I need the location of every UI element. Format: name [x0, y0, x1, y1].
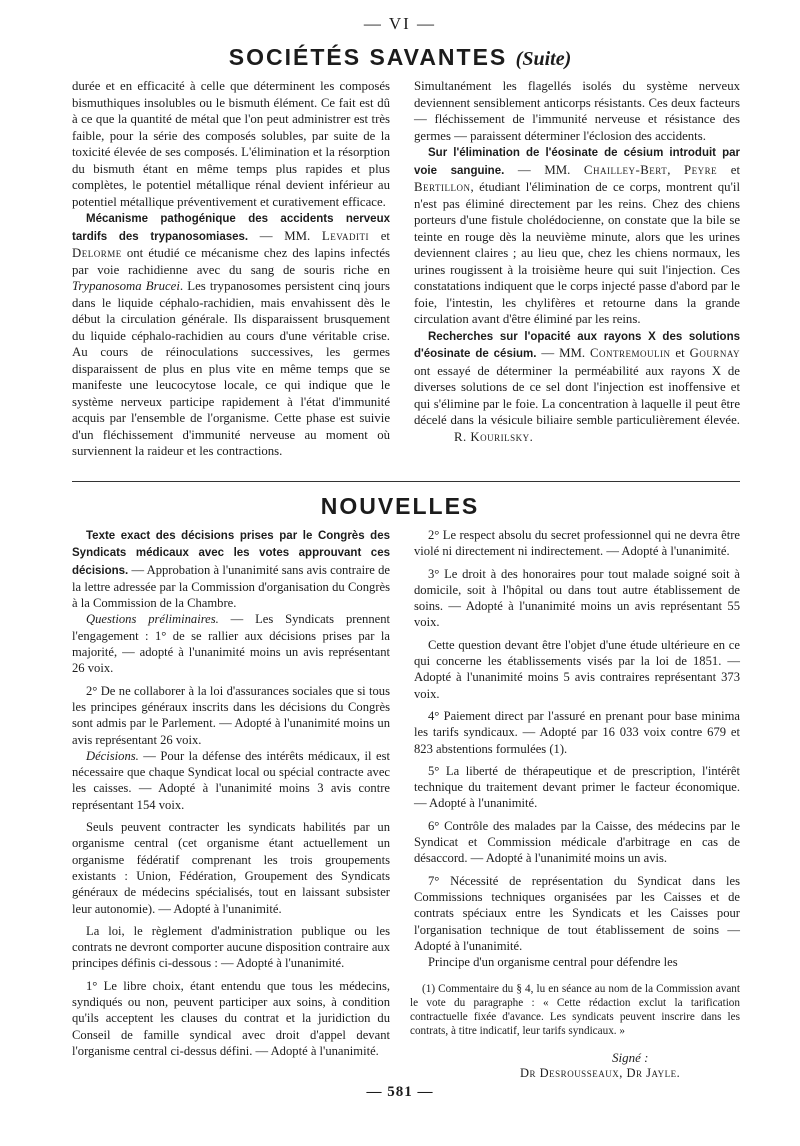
paragraph [414, 144, 740, 328]
footnote [410, 982, 740, 1038]
paragraph [72, 611, 390, 676]
paragraph [72, 527, 390, 611]
paragraph [414, 328, 740, 446]
section-title-nouvelles: NOUVELLES [320, 493, 480, 519]
text: et [717, 162, 741, 177]
paragraph-heading: Recherches sur l'opacité aux rayons X des solutions d'éosinate de césium. [414, 330, 740, 360]
paragraph: 4° Paiement direct par l'assuré en prenant pour base minima les tarifs syndicaux. — Adopté par 16 033 voix contre 679 et 823 abstentions formulées (1). [414, 708, 740, 756]
paragraph: Seuls peuvent contracter les syndicats habilités par un organisme central (cet organisme étant actuellement un organisme fédératif comprenant les trois groupements existants : Union, Fédération, Groupement des Syndicats généraux de médecins spécialisés, tout en laissant subsister leur autonomie). — Adopté à l'unanimité. [72, 820, 390, 916]
paragraph-heading: Texte exact des décisions prises par le Congrès des Syndicats médicaux avec les votes approuvant ces décisions. [72, 530, 390, 577]
footnote-text: (1) Commentaire du § 4, lu en séance au nom de la Commission avant le vote du paragraphe : « Cette rédaction exclut la tarification contractuelle fixée d'avance. Les syndicats peuvent inscrire dans les contrats, à titre indicatif, leur tarifs syndicaux. » [410, 983, 740, 1037]
author-name: Contremoulin [589, 346, 671, 360]
text: — MM. [504, 162, 584, 177]
author-name: Peyre [684, 162, 718, 177]
societes-right-column [414, 78, 740, 445]
author-name: Delorme [72, 246, 122, 260]
paragraph: durée et en efficacité à celle que déterminent les composés bismuthiques insolubles ou le bismuth élément. Ce fait est dû à ce que la quantité de métal que l'on peut administrer est très faible, pour la série des composés solubles, par suite de la toxicité élevée de ses composés. L'élimination et la résorption du bismuth étant en même temps plus rapides et plus complètes, le potentiel métallique rénal devient inférieur au potentiel métallique préventivement et curativement efficace. [72, 79, 390, 209]
page-roman-numeral: — VI — [363, 14, 437, 33]
paragraph: Principe d'un organisme central pour défendre les [428, 955, 678, 970]
text: ont étudié ce mécanisme chez des lapins infectés par voie rachidienne avec du sang de souris riche en [72, 246, 390, 277]
paragraph: 1° Le libre choix, étant entendu que tous les médecins, syndiqués ou non, peuvent participer aux soins, à condition qu'ils acceptent les clauses du contrat et la juridiction du Conseil de famille syndical avec droit d'appel devant l'organisme central ci-dessus défini. — Adopté à l'unanimité. [72, 978, 390, 1058]
section-title-suite: (Suite) [515, 48, 572, 70]
text: — MM. [248, 228, 322, 243]
author-name: Chailley-Bert [583, 162, 668, 177]
page-number: — 581 — [366, 1084, 434, 1100]
paragraph: 5° La liberté de thérapeutique et de prescription, l'intérêt technique du traitement devant primer le facteur économique. — Adopté à l'unanimité. [414, 763, 740, 811]
text: — Les Syndicats prennent l'engagement : 1° de se rallier aux décisions prises par la majorité, — adopté à l'unanimité moins un avis représentant 26 voix. [72, 612, 390, 676]
section-divider [72, 481, 740, 482]
species-name: Trypanosoma Brucei [72, 279, 180, 293]
signed-names: Dr Desrousseaux, Dr Jayle. [520, 1066, 681, 1080]
paragraph: Simultanément les flagellés isolés du système nerveux deviennent sensiblement anticorps résistants. Ces deux facteurs — fléchissement de l'immunité nerveuse et résistance des germes — paraissent déterminer l'éclosion des accidents. [414, 79, 740, 143]
section-title-text: SOCIÉTÉS SAVANTES [228, 44, 508, 70]
text: ont essayé de déterminer la perméabilité aux rayons X de diverses solutions de ce sel dont l'injection est inoffensive et qui s'élimine par le foie. La concentration à laquelle il peut être décelé dans la vésicule biliaire semble particulièrement élevée. [414, 363, 740, 427]
text: , [667, 162, 685, 177]
author-name: Levaditi [321, 228, 370, 243]
text: . Les trypanosomes persistent cinq jours dans le liquide céphalo-rachidien, mais envahissent dès le début la circulation générale. Ils disparaissent brusquement du liquide céphalo-rachidien au cours d'une véritable crise. Au cours de réinoculations successives, les germes disparaissent de plus en plus vite en même temps que se manifeste une leucocytose locale, ce qui indique que le système nerveux participe rapidement à l'état d'immunité acquis par l'ensemble de l'organisme. Cette phase est suivie d'un fléchissement d'immunité nerveuse au moment où surviennent la raideur et les contractions. [72, 279, 390, 458]
paragraph: Cette question devant être l'objet d'une étude ultérieure en ce qui concerne les établissements visés par la loi de 1851. — Adopté à l'unanimité moins 5 avis contraires représentant 373 voix. [414, 637, 740, 701]
subheading: Questions préliminaires. [86, 612, 219, 627]
paragraph [72, 748, 390, 813]
text: — Pour la défense des intérêts médicaux, il est nécessaire que chaque Syndicat local ou spécial contracte avec les caisses. — Adopté à l'unanimité moins 3 avis contre représentant 154 voix. [72, 748, 390, 812]
nouvelles-right-column [414, 527, 740, 970]
subheading: Décisions. [86, 748, 139, 763]
author-name: Bertillon [414, 180, 471, 194]
nouvelles-left-column [72, 527, 390, 1059]
paragraph: La loi, le règlement d'administration publique ou les contrats ne devront comporter aucune disposition contraire aux principes définis ci-dessous : — Adopté à l'unanimité. [72, 923, 390, 971]
section-title-societes [0, 44, 800, 71]
paragraph: 2° Le respect absolu du secret professionnel qui ne devra être violé ni directement ni indirectement. — Adopté à l'unanimité. [414, 528, 740, 559]
text: et [670, 346, 690, 360]
paragraph-heading: Mécanisme pathogénique des accidents nerveux tardifs des trypanosomiases. [72, 213, 390, 243]
paragraph-heading: Sur l'élimination de l'éosinate de césium introduit par voie sanguine. [414, 147, 740, 177]
paragraph: 3° Le droit à des honoraires pour tout malade soigné soit à domicile, soit à l'hôpital ou dans tout autre établissement de soins. — Adopté à l'unanimité moins un avis représentant 55 voix. [414, 566, 740, 630]
text: , étudiant l'élimination de ce corps, montrent qu'il n'est pas éliminé directement par les reins. Chez des chiens porteurs d'une fistule cholédocienne, on constate que la bile se teinte en rouge dès la neuvième minute, alors que les urines deviennent claires ; au lieu que, chez les chiens normaux, les urines rougissent à la troisième heure qui suit l'injection. Ces constatations indiquent que le corps injecté passe d'abord par le foie, l'intestin, les chylifères et retourne dans la grande circulation avant d'être éliminé par les reins. [414, 180, 740, 326]
paragraph: 6° Contrôle des malades par la Caisse, des médecins par le Syndicat et Commission médicale d'arbitrage en cas de désaccord. — Adopté à l'unanimité moins un avis. [414, 818, 740, 866]
paragraph: 7° Nécessité de représentation du Syndicat dans les Commissions techniques organisées par les Caisses et de contrats spéciaux entre les Syndicats et les Caisses pour l'organisation technique de tout établissement de soins — Adopté à l'unanimité. [414, 873, 740, 953]
text: — MM. [536, 346, 590, 360]
text: et [369, 228, 390, 243]
text: — Approbation à l'unanimité sans avis contraire de la lettre adressée par la Commission d'organisation du Congrès à la Commission de la Chambre. [72, 562, 390, 611]
author-name: Gournay [689, 346, 740, 360]
article-signature: R. Kourilsky. [454, 429, 534, 444]
societes-left-column [72, 78, 390, 460]
paragraph [72, 210, 390, 460]
signed-label: Signé : [612, 1050, 649, 1065]
paragraph: 2° De ne collaborer à la loi d'assurances sociales que si tous les principes généraux inscrits dans les décisions du Congrès sont admis par le Parlement. — Adopté à l'unanimité moins un avis représentant 26 voix. [72, 683, 390, 747]
